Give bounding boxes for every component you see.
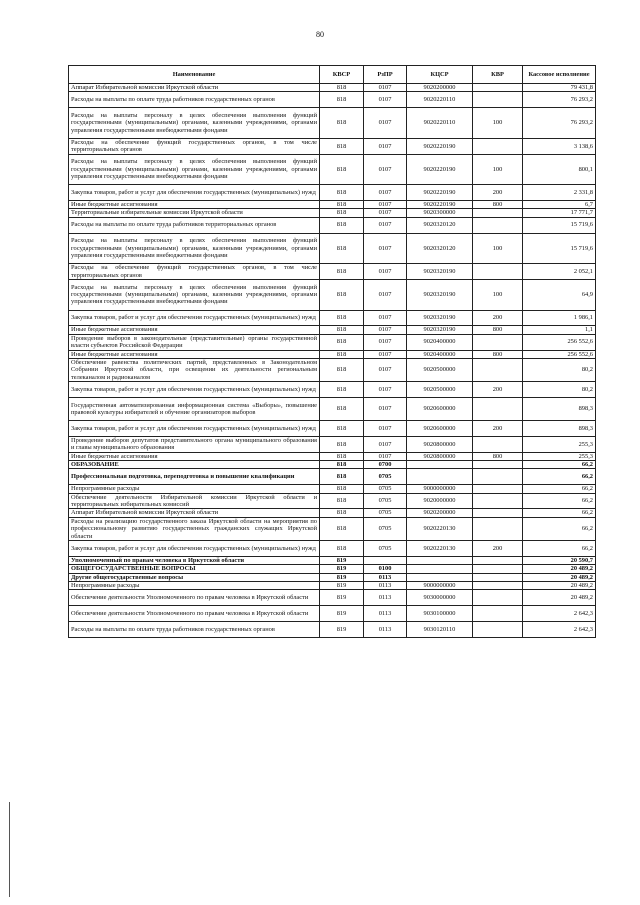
cell-amount: 80,2	[523, 358, 596, 381]
cell-kvr	[473, 493, 523, 509]
cell-rzpr: 0107	[364, 154, 407, 185]
cell-name: Расходы на выплаты персоналу в целях обеспечения выполнения функций государственными (муниципальными) органами, казенными учреждениями, органами управления государственными внебюджетными фондами	[69, 233, 320, 264]
cell-rzpr: 0107	[364, 209, 407, 217]
cell-kvr	[473, 334, 523, 350]
cell-name: Непрограммные расходы	[69, 581, 320, 589]
cell-amount: 3 138,6	[523, 138, 596, 154]
cell-name: Расходы на выплаты персоналу в целях обеспечения выполнения функций государственными (муниципальными) органами, казенными учреждениями, органами управления государственными внебюджетными фондами	[69, 154, 320, 185]
table-row	[69, 541, 596, 557]
cell-name: Расходы на обеспечение функций государственных органов, в том числе территориальных органов	[69, 264, 320, 280]
cell-rzpr: 0113	[364, 621, 407, 637]
cell-name: Закупка товаров, работ и услуг для обеспечения государственных (муниципальных) нужд	[69, 421, 320, 437]
cell-amount: 79 431,8	[523, 84, 596, 92]
table-row	[69, 573, 596, 581]
cell-amount: 20 489,2	[523, 590, 596, 606]
table-row	[69, 279, 596, 310]
cell-kcsr: 9030120110	[407, 621, 473, 637]
header-name: Наименование	[69, 66, 320, 84]
cell-rzpr: 0107	[364, 350, 407, 358]
cell-rzpr	[364, 556, 407, 564]
cell-rzpr: 0107	[364, 185, 407, 201]
cell-kcsr: 9020800000	[407, 436, 473, 452]
cell-kcsr: 9020320190	[407, 310, 473, 326]
cell-rzpr: 0705	[364, 541, 407, 557]
cell-amount: 2 331,8	[523, 185, 596, 201]
cell-kcsr: 9000000000	[407, 485, 473, 493]
cell-ksvr: 818	[320, 469, 364, 485]
table-row	[69, 138, 596, 154]
table-row	[69, 621, 596, 637]
cell-rzpr: 0113	[364, 573, 407, 581]
cell-kvr: 200	[473, 382, 523, 398]
cell-amount: 6,7	[523, 200, 596, 208]
cell-rzpr: 0113	[364, 581, 407, 589]
cell-name: Иные бюджетные ассигнования	[69, 200, 320, 208]
cell-kvr	[473, 461, 523, 469]
cell-kcsr: 9020220190	[407, 200, 473, 208]
page-number: 80	[316, 30, 324, 39]
cell-ksvr: 818	[320, 517, 364, 540]
cell-kvr	[473, 217, 523, 233]
cell-name: Закупка товаров, работ и услуг для обеспечения государственных (муниципальных) нужд	[69, 382, 320, 398]
cell-kvr: 100	[473, 108, 523, 139]
cell-kcsr: 9020320190	[407, 326, 473, 334]
cell-ksvr: 819	[320, 590, 364, 606]
cell-name: Уполномоченный по правам человека в Иркутской области	[69, 556, 320, 564]
cell-rzpr: 0107	[364, 382, 407, 398]
table-row	[69, 310, 596, 326]
cell-rzpr: 0107	[364, 279, 407, 310]
cell-kcsr: 9020220110	[407, 92, 473, 108]
cell-name: Непрограммные расходы	[69, 485, 320, 493]
cell-amount: 64,9	[523, 279, 596, 310]
header-ksvr: КВСР	[320, 66, 364, 84]
cell-name: Расходы на выплаты по оплате труда работников территориальных органов	[69, 217, 320, 233]
cell-amount: 20 590,7	[523, 556, 596, 564]
cell-kcsr: 9030100000	[407, 606, 473, 622]
cell-amount: 255,3	[523, 452, 596, 460]
cell-rzpr: 0107	[364, 452, 407, 460]
table-row	[69, 264, 596, 280]
cell-ksvr: 818	[320, 185, 364, 201]
cell-rzpr: 0107	[364, 310, 407, 326]
cell-rzpr: 0113	[364, 606, 407, 622]
table-row	[69, 469, 596, 485]
cell-ksvr: 819	[320, 606, 364, 622]
cell-name: Расходы на выплаты персоналу в целях обеспечения выполнения функций государственными (муниципальными) органами, казенными учреждениями, органами управления государственными внебюджетными фондами	[69, 279, 320, 310]
cell-amount: 15 719,6	[523, 233, 596, 264]
cell-kcsr: 9020220130	[407, 541, 473, 557]
table-row	[69, 108, 596, 139]
cell-kvr: 200	[473, 541, 523, 557]
cell-kvr	[473, 485, 523, 493]
cell-name: Закупка товаров, работ и услуг для обеспечения государственных (муниципальных) нужд	[69, 310, 320, 326]
cell-kvr	[473, 138, 523, 154]
cell-amount: 15 719,6	[523, 217, 596, 233]
cell-kvr	[473, 509, 523, 517]
cell-ksvr: 819	[320, 556, 364, 564]
cell-rzpr: 0107	[364, 334, 407, 350]
table-row	[69, 334, 596, 350]
cell-kcsr: 9020220130	[407, 517, 473, 540]
cell-rzpr: 0705	[364, 493, 407, 509]
cell-amount: 66,2	[523, 493, 596, 509]
cell-kvr	[473, 573, 523, 581]
cell-name: Проведение выборов в законодательные (представительные) органы государственной власти субъектов Российской Федерации	[69, 334, 320, 350]
cell-name: Обеспечение деятельности Уполномоченного по правам человека в Иркутской области	[69, 606, 320, 622]
table-row	[69, 606, 596, 622]
cell-kvr: 800	[473, 350, 523, 358]
cell-rzpr: 0107	[364, 108, 407, 139]
cell-ksvr: 819	[320, 573, 364, 581]
cell-kvr: 200	[473, 185, 523, 201]
cell-ksvr: 818	[320, 108, 364, 139]
cell-amount: 66,2	[523, 485, 596, 493]
cell-name: Проведение выборов депутатов представительного органа муниципального образования и главы муниципального образования	[69, 436, 320, 452]
cell-ksvr: 818	[320, 485, 364, 493]
cell-amount: 2 642,3	[523, 621, 596, 637]
cell-rzpr: 0107	[364, 358, 407, 381]
cell-amount: 66,2	[523, 517, 596, 540]
cell-ksvr: 819	[320, 581, 364, 589]
cell-kvr	[473, 590, 523, 606]
cell-kcsr	[407, 469, 473, 485]
cell-name: ОБРАЗОВАНИЕ	[69, 461, 320, 469]
cell-ksvr: 818	[320, 509, 364, 517]
table-row	[69, 509, 596, 517]
cell-amount: 898,3	[523, 421, 596, 437]
cell-kvr	[473, 517, 523, 540]
table-row	[69, 382, 596, 398]
cell-kvr	[473, 469, 523, 485]
cell-rzpr: 0107	[364, 421, 407, 437]
cell-amount: 256 552,6	[523, 334, 596, 350]
cell-kvr	[473, 436, 523, 452]
cell-name: ОБЩЕГОСУДАРСТВЕННЫЕ ВОПРОСЫ	[69, 565, 320, 573]
cell-kcsr: 9020000000	[407, 493, 473, 509]
cell-rzpr: 0705	[364, 509, 407, 517]
table-row	[69, 350, 596, 358]
cell-name: Иные бюджетные ассигнования	[69, 326, 320, 334]
cell-ksvr: 818	[320, 493, 364, 509]
cell-amount: 76 293,2	[523, 108, 596, 139]
cell-name: Расходы на обеспечение функций государственных органов, в том числе территориальных органов	[69, 138, 320, 154]
table-row	[69, 233, 596, 264]
cell-kvr	[473, 621, 523, 637]
cell-kvr: 200	[473, 421, 523, 437]
cell-name: Территориальные избирательные комиссии Иркутской области	[69, 209, 320, 217]
cell-kcsr: 9020600000	[407, 421, 473, 437]
budget-execution-table	[68, 65, 596, 638]
cell-ksvr: 818	[320, 200, 364, 208]
cell-kcsr: 9020400000	[407, 334, 473, 350]
table-row	[69, 92, 596, 108]
cell-name: Аппарат Избирательной комиссии Иркутской области	[69, 509, 320, 517]
cell-kcsr: 9020320120	[407, 217, 473, 233]
cell-kvr	[473, 565, 523, 573]
cell-rzpr: 0107	[364, 92, 407, 108]
cell-amount: 17 771,7	[523, 209, 596, 217]
table-row	[69, 556, 596, 564]
cell-kcsr: 9020220190	[407, 185, 473, 201]
cell-amount: 80,2	[523, 382, 596, 398]
cell-name: Обеспечение деятельности Уполномоченного по правам человека в Иркутской области	[69, 590, 320, 606]
cell-kvr	[473, 397, 523, 420]
cell-amount: 66,2	[523, 509, 596, 517]
cell-kcsr: 9000000000	[407, 581, 473, 589]
cell-rzpr: 0107	[364, 200, 407, 208]
cell-kcsr: 9020800000	[407, 452, 473, 460]
cell-ksvr: 818	[320, 264, 364, 280]
cell-ksvr: 818	[320, 279, 364, 310]
cell-amount: 66,2	[523, 469, 596, 485]
cell-name: Другие общегосударственные вопросы	[69, 573, 320, 581]
cell-kcsr: 9020400000	[407, 350, 473, 358]
cell-name: Расходы на реализацию государственного заказа Иркутской области на мероприятия по профессиональному развитию государственных гражданских служащих Иркутской области	[69, 517, 320, 540]
cell-amount: 1,1	[523, 326, 596, 334]
cell-kcsr: 9020320190	[407, 264, 473, 280]
table-row	[69, 517, 596, 540]
cell-ksvr: 818	[320, 217, 364, 233]
cell-rzpr: 0705	[364, 517, 407, 540]
cell-kcsr: 9020500000	[407, 382, 473, 398]
cell-kcsr: 9030000000	[407, 590, 473, 606]
cell-ksvr: 818	[320, 382, 364, 398]
cell-kcsr: 9020220190	[407, 138, 473, 154]
cell-kvr: 100	[473, 233, 523, 264]
cell-ksvr: 818	[320, 461, 364, 469]
cell-ksvr: 818	[320, 154, 364, 185]
cell-kcsr	[407, 565, 473, 573]
cell-kvr: 800	[473, 200, 523, 208]
cell-ksvr: 819	[320, 565, 364, 573]
table-row	[69, 84, 596, 92]
cell-kcsr: 9020200000	[407, 84, 473, 92]
cell-amount: 255,3	[523, 436, 596, 452]
cell-name: Профессиональная подготовка, переподготовка и повышение квалификации	[69, 469, 320, 485]
cell-ksvr: 818	[320, 84, 364, 92]
cell-ksvr: 818	[320, 233, 364, 264]
table-row	[69, 590, 596, 606]
table-row	[69, 326, 596, 334]
cell-amount: 20 489,2	[523, 581, 596, 589]
cell-kvr: 100	[473, 154, 523, 185]
cell-amount: 800,1	[523, 154, 596, 185]
cell-ksvr: 818	[320, 92, 364, 108]
cell-rzpr: 0700	[364, 461, 407, 469]
cell-rzpr: 0107	[364, 397, 407, 420]
cell-ksvr: 818	[320, 350, 364, 358]
cell-kvr	[473, 606, 523, 622]
table-row	[69, 581, 596, 589]
cell-kvr: 800	[473, 326, 523, 334]
binding-mark-line	[9, 802, 10, 897]
cell-amount: 66,2	[523, 541, 596, 557]
cell-kvr	[473, 556, 523, 564]
cell-amount: 1 986,1	[523, 310, 596, 326]
cell-kcsr: 9020600000	[407, 397, 473, 420]
cell-rzpr: 0107	[364, 233, 407, 264]
cell-amount: 20 489,2	[523, 573, 596, 581]
table-row	[69, 565, 596, 573]
header-kvr: КВР	[473, 66, 523, 84]
table-row	[69, 485, 596, 493]
table-row	[69, 154, 596, 185]
table-row	[69, 358, 596, 381]
cell-ksvr: 818	[320, 310, 364, 326]
cell-ksvr: 818	[320, 436, 364, 452]
table-row	[69, 452, 596, 460]
cell-kcsr: 9020300000	[407, 209, 473, 217]
cell-rzpr: 0100	[364, 565, 407, 573]
cell-kvr	[473, 358, 523, 381]
cell-kcsr	[407, 556, 473, 564]
cell-rzpr: 0107	[364, 84, 407, 92]
table-row	[69, 461, 596, 469]
cell-ksvr: 818	[320, 421, 364, 437]
cell-rzpr: 0107	[364, 217, 407, 233]
cell-kvr: 800	[473, 452, 523, 460]
cell-ksvr: 818	[320, 209, 364, 217]
cell-amount: 20 489,2	[523, 565, 596, 573]
cell-kcsr: 9020220190	[407, 154, 473, 185]
cell-name: Закупка товаров, работ и услуг для обеспечения государственных (муниципальных) нужд	[69, 185, 320, 201]
cell-name: Иные бюджетные ассигнования	[69, 452, 320, 460]
cell-ksvr: 818	[320, 452, 364, 460]
cell-name: Расходы на выплаты по оплате труда работников государственных органов	[69, 92, 320, 108]
cell-rzpr: 0113	[364, 590, 407, 606]
cell-amount: 2 052,1	[523, 264, 596, 280]
cell-kvr	[473, 92, 523, 108]
cell-ksvr: 819	[320, 621, 364, 637]
table-header-row	[69, 66, 596, 84]
table-body	[69, 84, 596, 638]
cell-name: Расходы на выплаты персоналу в целях обеспечения выполнения функций государственными (муниципальными) органами, казенными учреждениями, органами управления государственными внебюджетными фондами	[69, 108, 320, 139]
cell-rzpr: 0107	[364, 436, 407, 452]
cell-name: Обеспечение деятельности Избирательной комиссии Иркутской области и территориальных избирательных комиссий	[69, 493, 320, 509]
table-row	[69, 436, 596, 452]
cell-amount: 76 293,2	[523, 92, 596, 108]
cell-kcsr	[407, 461, 473, 469]
cell-kcsr: 9020320190	[407, 279, 473, 310]
cell-kcsr: 9020500000	[407, 358, 473, 381]
header-rzpr: РзПР	[364, 66, 407, 84]
table-row	[69, 397, 596, 420]
header-amount: Кассовое исполнение	[523, 66, 596, 84]
cell-rzpr: 0107	[364, 138, 407, 154]
header-kcsr: КЦСР	[407, 66, 473, 84]
cell-ksvr: 818	[320, 326, 364, 334]
table-row	[69, 217, 596, 233]
cell-kvr	[473, 581, 523, 589]
table-row	[69, 200, 596, 208]
cell-kvr: 200	[473, 310, 523, 326]
table-row	[69, 185, 596, 201]
cell-kvr	[473, 209, 523, 217]
cell-ksvr: 818	[320, 334, 364, 350]
cell-kvr	[473, 264, 523, 280]
cell-amount: 898,3	[523, 397, 596, 420]
cell-ksvr: 818	[320, 541, 364, 557]
table-row	[69, 209, 596, 217]
cell-ksvr: 818	[320, 358, 364, 381]
cell-name: Расходы на выплаты по оплате труда работников государственных органов	[69, 621, 320, 637]
cell-amount: 2 642,3	[523, 606, 596, 622]
cell-kcsr: 9020220110	[407, 108, 473, 139]
cell-rzpr: 0705	[364, 485, 407, 493]
cell-kvr	[473, 84, 523, 92]
cell-kcsr	[407, 573, 473, 581]
cell-ksvr: 818	[320, 397, 364, 420]
cell-kvr: 100	[473, 279, 523, 310]
table-row	[69, 421, 596, 437]
cell-name: Государственная автоматизированная информационная система «Выборы», повышение правовой культуры избирателей и обучение организаторов выборов	[69, 397, 320, 420]
table-row	[69, 493, 596, 509]
cell-kcsr: 9020200000	[407, 509, 473, 517]
cell-rzpr: 0705	[364, 469, 407, 485]
cell-name: Аппарат Избирательной комиссии Иркутской области	[69, 84, 320, 92]
cell-amount: 256 552,6	[523, 350, 596, 358]
cell-amount: 66,2	[523, 461, 596, 469]
cell-rzpr: 0107	[364, 326, 407, 334]
cell-name: Иные бюджетные ассигнования	[69, 350, 320, 358]
cell-name: Закупка товаров, работ и услуг для обеспечения государственных (муниципальных) нужд	[69, 541, 320, 557]
cell-kcsr: 9020320120	[407, 233, 473, 264]
cell-name: Обеспечение равенства политических партий, представленных в Законодательном Собрании Иркутской области, при освещении их деятельности региональным телеканалом и радиоканалом	[69, 358, 320, 381]
cell-ksvr: 818	[320, 138, 364, 154]
cell-rzpr: 0107	[364, 264, 407, 280]
